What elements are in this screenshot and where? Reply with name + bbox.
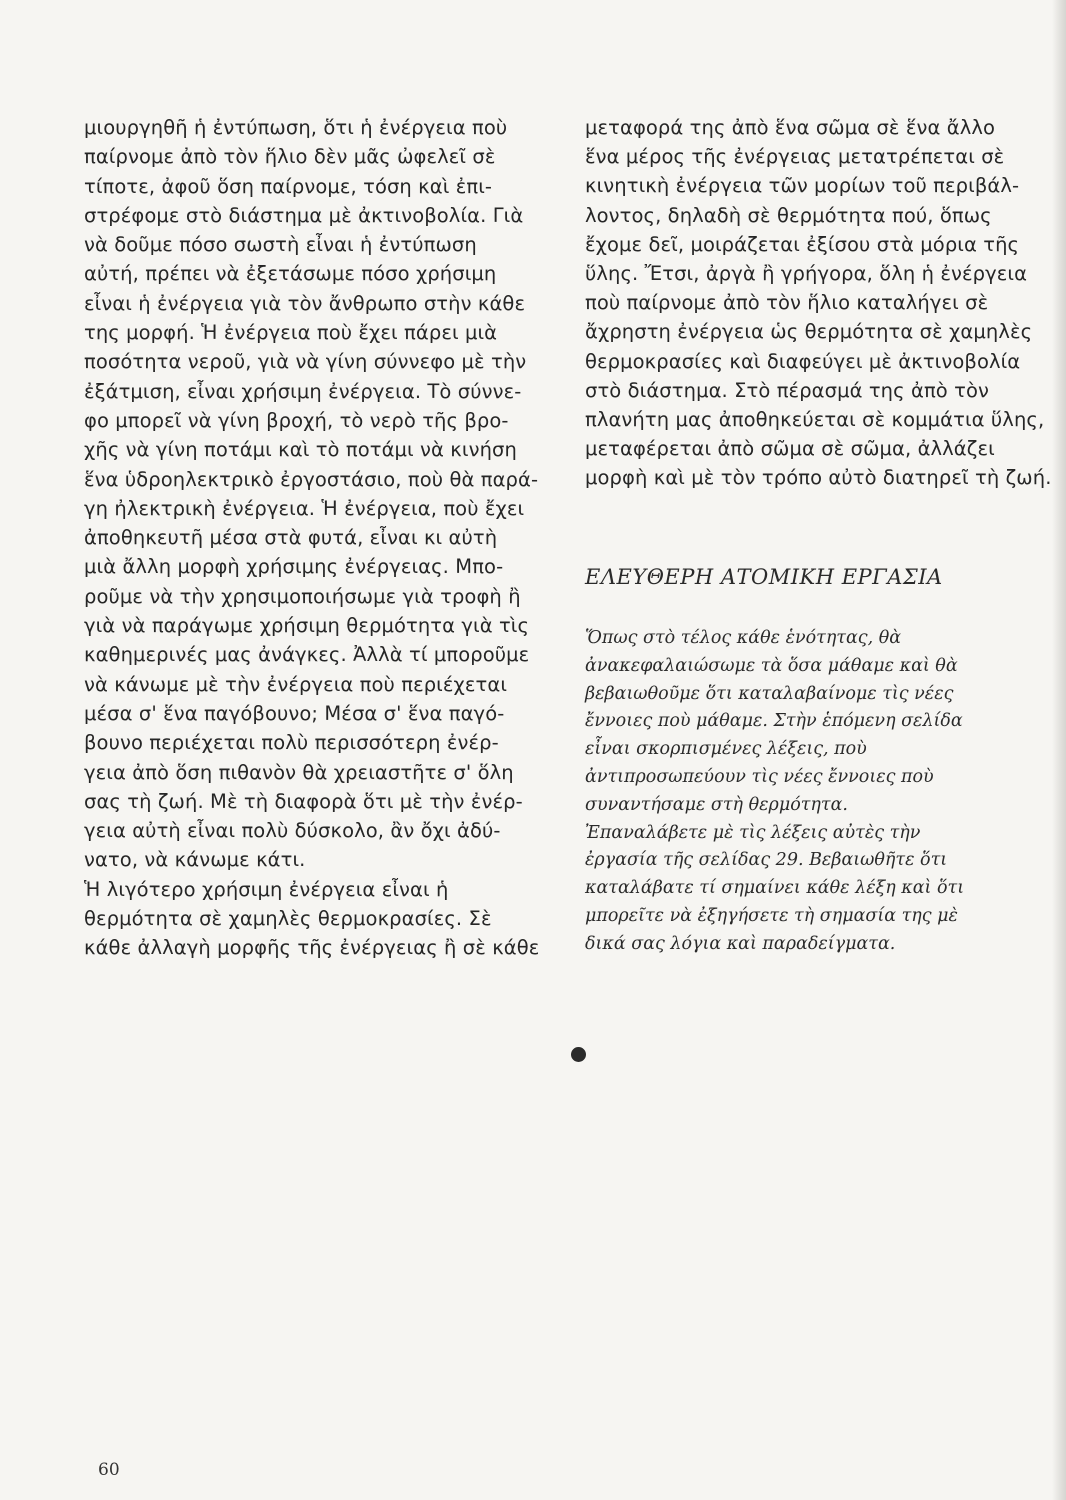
exercise-line: ἔννοιες ποὺ μάθαμε. Στὴν ἑπόμενη σελίδα <box>585 711 963 732</box>
text-line: στρέφομε στὸ διάστημα μὲ ἀκτινοβολία. Γιὰ <box>84 203 524 227</box>
text-line: μέσα σ' ἕνα παγόβουνο; Μέσα σ' ἕνα παγό- <box>84 701 505 725</box>
text-line: νατο, νὰ κάνωμε κάτι. <box>84 848 306 872</box>
text-line: κινητικὴ ἐνέργεια τῶν μορίων τοῦ περιβάλ- <box>585 174 1020 198</box>
text-line: αὐτή, πρέπει νὰ ἐξετάσωμε πόσο χρήσιμη <box>84 262 497 286</box>
text-line: μορφὴ καὶ μὲ τὸν τρόπο αὐτὸ διατηρεῖ τὴ ζωή. <box>585 466 1052 490</box>
exercise-line: βεβαιωθοῦμε ὅτι καταλαβαίνομε τὶς νέες <box>585 683 954 704</box>
text-line: γη ἠλεκτρικὴ ἐνέργεια. Ἡ ἐνέργεια, ποὺ ἔχει <box>84 496 525 520</box>
text-line: γιὰ νὰ παράγωμε χρήσιμη θερμότητα γιὰ τὶς <box>84 614 530 638</box>
text-line: θερμότητα σὲ χαμηλὲς θερμοκρασίες. Σὲ <box>84 907 492 931</box>
exercise-line: Ὅπως στὸ τέλος κάθε ἑνότητας, θὰ <box>585 628 902 648</box>
text-line: στὸ διάστημα. Στὸ πέρασμά της ἀπὸ τὸν <box>585 378 989 402</box>
text-line: μιὰ ἄλλη μορφὴ χρήσιμης ἐνέργειας. Μπο- <box>84 555 504 579</box>
text-line: θερμοκρασίες καὶ διαφεύγει μὲ ἀκτινοβολία <box>585 349 1021 373</box>
text-line: γεια ἀπὸ ὅση πιθανὸν θὰ χρειαστῆτε σ' ὅλη <box>84 760 514 784</box>
text-line: νὰ δοῦμε πόσο σωστὴ εἶναι ἡ ἐντύπωση <box>84 233 477 257</box>
right-text-column <box>585 113 1052 492</box>
text-line: κάθε ἀλλαγὴ μορφῆς τῆς ἐνέργειας ἢ σὲ κάθε <box>84 936 540 960</box>
exercise-line: εἶναι σκορπισμένες λέξεις, ποὺ <box>585 739 867 760</box>
text-line: γεια αὐτὴ εἶναι πολὺ δύσκολο, ἂν ὄχι ἀδύ- <box>84 819 501 843</box>
exercise-line: καταλάβατε τί σημαίνει κάθε λέξη καὶ ὅτι <box>585 878 965 899</box>
text-line: της μορφή. Ἡ ἐνέργεια ποὺ ἔχει πάρει μιὰ <box>84 321 498 345</box>
text-line: πλανήτη μας ἀποθηκεύεται σὲ κομμάτια ὕλης, <box>585 407 1045 431</box>
exercise-instructions <box>585 625 1045 959</box>
text-line: ποσότητα νεροῦ, γιὰ νὰ γίνη σύννεφο μὲ τὴν <box>84 350 527 374</box>
exercise-line: μπορεῖτε νὰ ἐξηγήσετε τὴ σημασία της μὲ <box>585 905 958 926</box>
text-line: σας τὴ ζωή. Μὲ τὴ διαφορὰ ὅτι μὲ τὴν ἐνέρ- <box>84 789 523 813</box>
text-line: ἕνα ὑδροηλεκτρικὸ ἐργοστάσιο, ποὺ θὰ παρά- <box>84 467 539 491</box>
text-line: εἶναι ἡ ἐνέργεια γιὰ τὸν ἄνθρωπο στὴν κάθε <box>84 291 526 315</box>
exercise-line: ἀντιπροσωπεύουν τὶς νέες ἔννοιες ποὺ <box>585 766 934 787</box>
text-line: ἀποθηκευτῆ μέσα στὰ φυτά, εἶναι κι αὐτὴ <box>84 526 498 550</box>
page-number: 60 <box>98 1460 120 1480</box>
text-line: ἔχομε δεῖ, μοιράζεται ἐξίσου στὰ μόρια τῆς <box>585 232 1020 256</box>
text-line: ἐξάτμιση, εἶναι χρήσιμη ἐνέργεια. Τὸ σύννε- <box>84 379 522 403</box>
text-line: Ἡ λιγότερο χρήσιμη ἐνέργεια εἶναι ἡ <box>84 877 449 901</box>
text-line: ἄχρηστη ἐνέργεια ὡς θερμότητα σὲ χαμηλὲς <box>585 320 1033 344</box>
text-line: λοντος, δηλαδὴ σὲ θερμότητα πού, ὅπως <box>585 203 992 227</box>
text-line: νὰ κάνωμε μὲ τὴν ἐνέργεια ποὺ περιέχεται <box>84 672 508 696</box>
exercise-line: Ἐπαναλάβετε μὲ τὶς λέξεις αὐτὲς τὴν <box>585 822 921 843</box>
left-text-column <box>84 113 554 963</box>
text-line: φο μπορεῖ νὰ γίνη βροχή, τὸ νερὸ τῆς βρο- <box>84 408 509 432</box>
section-heading: ΕΛΕΥΘΕΡΗ ΑΤΟΜΙΚΗ ΕΡΓΑΣΙΑ <box>585 565 943 589</box>
exercise-line: συναντήσαμε στὴ θερμότητα. <box>585 794 848 815</box>
bullet-dot-icon <box>571 1047 586 1062</box>
text-line: μιουργηθῆ ἡ ἐντύπωση, ὅτι ἡ ἐνέργεια ποὺ <box>84 116 508 139</box>
exercise-line: ἐργασία τῆς σελίδας 29. Βεβαιωθῆτε ὅτι <box>585 850 948 871</box>
text-line: ροῦμε νὰ τὴν χρησιμοποιήσωμε γιὰ τροφὴ ἢ <box>84 584 521 608</box>
text-line: παίρνομε ἀπὸ τὸν ἥλιο δὲν μᾶς ὠφελεῖ σὲ <box>84 145 496 169</box>
text-line: βουνο περιέχεται πολὺ περισσότερη ἐνέρ- <box>84 731 499 755</box>
text-line: χῆς νὰ γίνη ποτάμι καὶ τὸ ποτάμι νὰ κινήση <box>84 438 517 462</box>
text-line: ὕλης. Ἔτσι, ἀργὰ ἢ γρήγορα, ὅλη ἡ ἐνέργεια <box>585 261 1028 285</box>
page-edge-shadow <box>1052 0 1066 1500</box>
exercise-line: δικά σας λόγια καὶ παραδείγματα. <box>585 933 896 954</box>
text-line: μεταφορά της ἀπὸ ἕνα σῶμα σὲ ἕνα ἄλλο <box>585 116 996 139</box>
text-line: καθημερινές μας ἀνάγκες. Ἀλλὰ τί μποροῦμε <box>84 643 530 667</box>
text-line: ἕνα μέρος τῆς ἐνέργειας μετατρέπεται σὲ <box>585 145 1005 169</box>
text-line: μεταφέρεται ἀπὸ σῶμα σὲ σῶμα, ἀλλάζει <box>585 437 995 461</box>
exercise-line: ἀνακεφαλαιώσωμε τὰ ὅσα μάθαμε καὶ θὰ <box>585 655 958 676</box>
text-line: ποὺ παίρνομε ἀπὸ τὸν ἥλιο καταλήγει σὲ <box>585 291 989 315</box>
text-line: τίποτε, ἀφοῦ ὅση παίρνομε, τόση καὶ ἐπι- <box>84 174 493 198</box>
